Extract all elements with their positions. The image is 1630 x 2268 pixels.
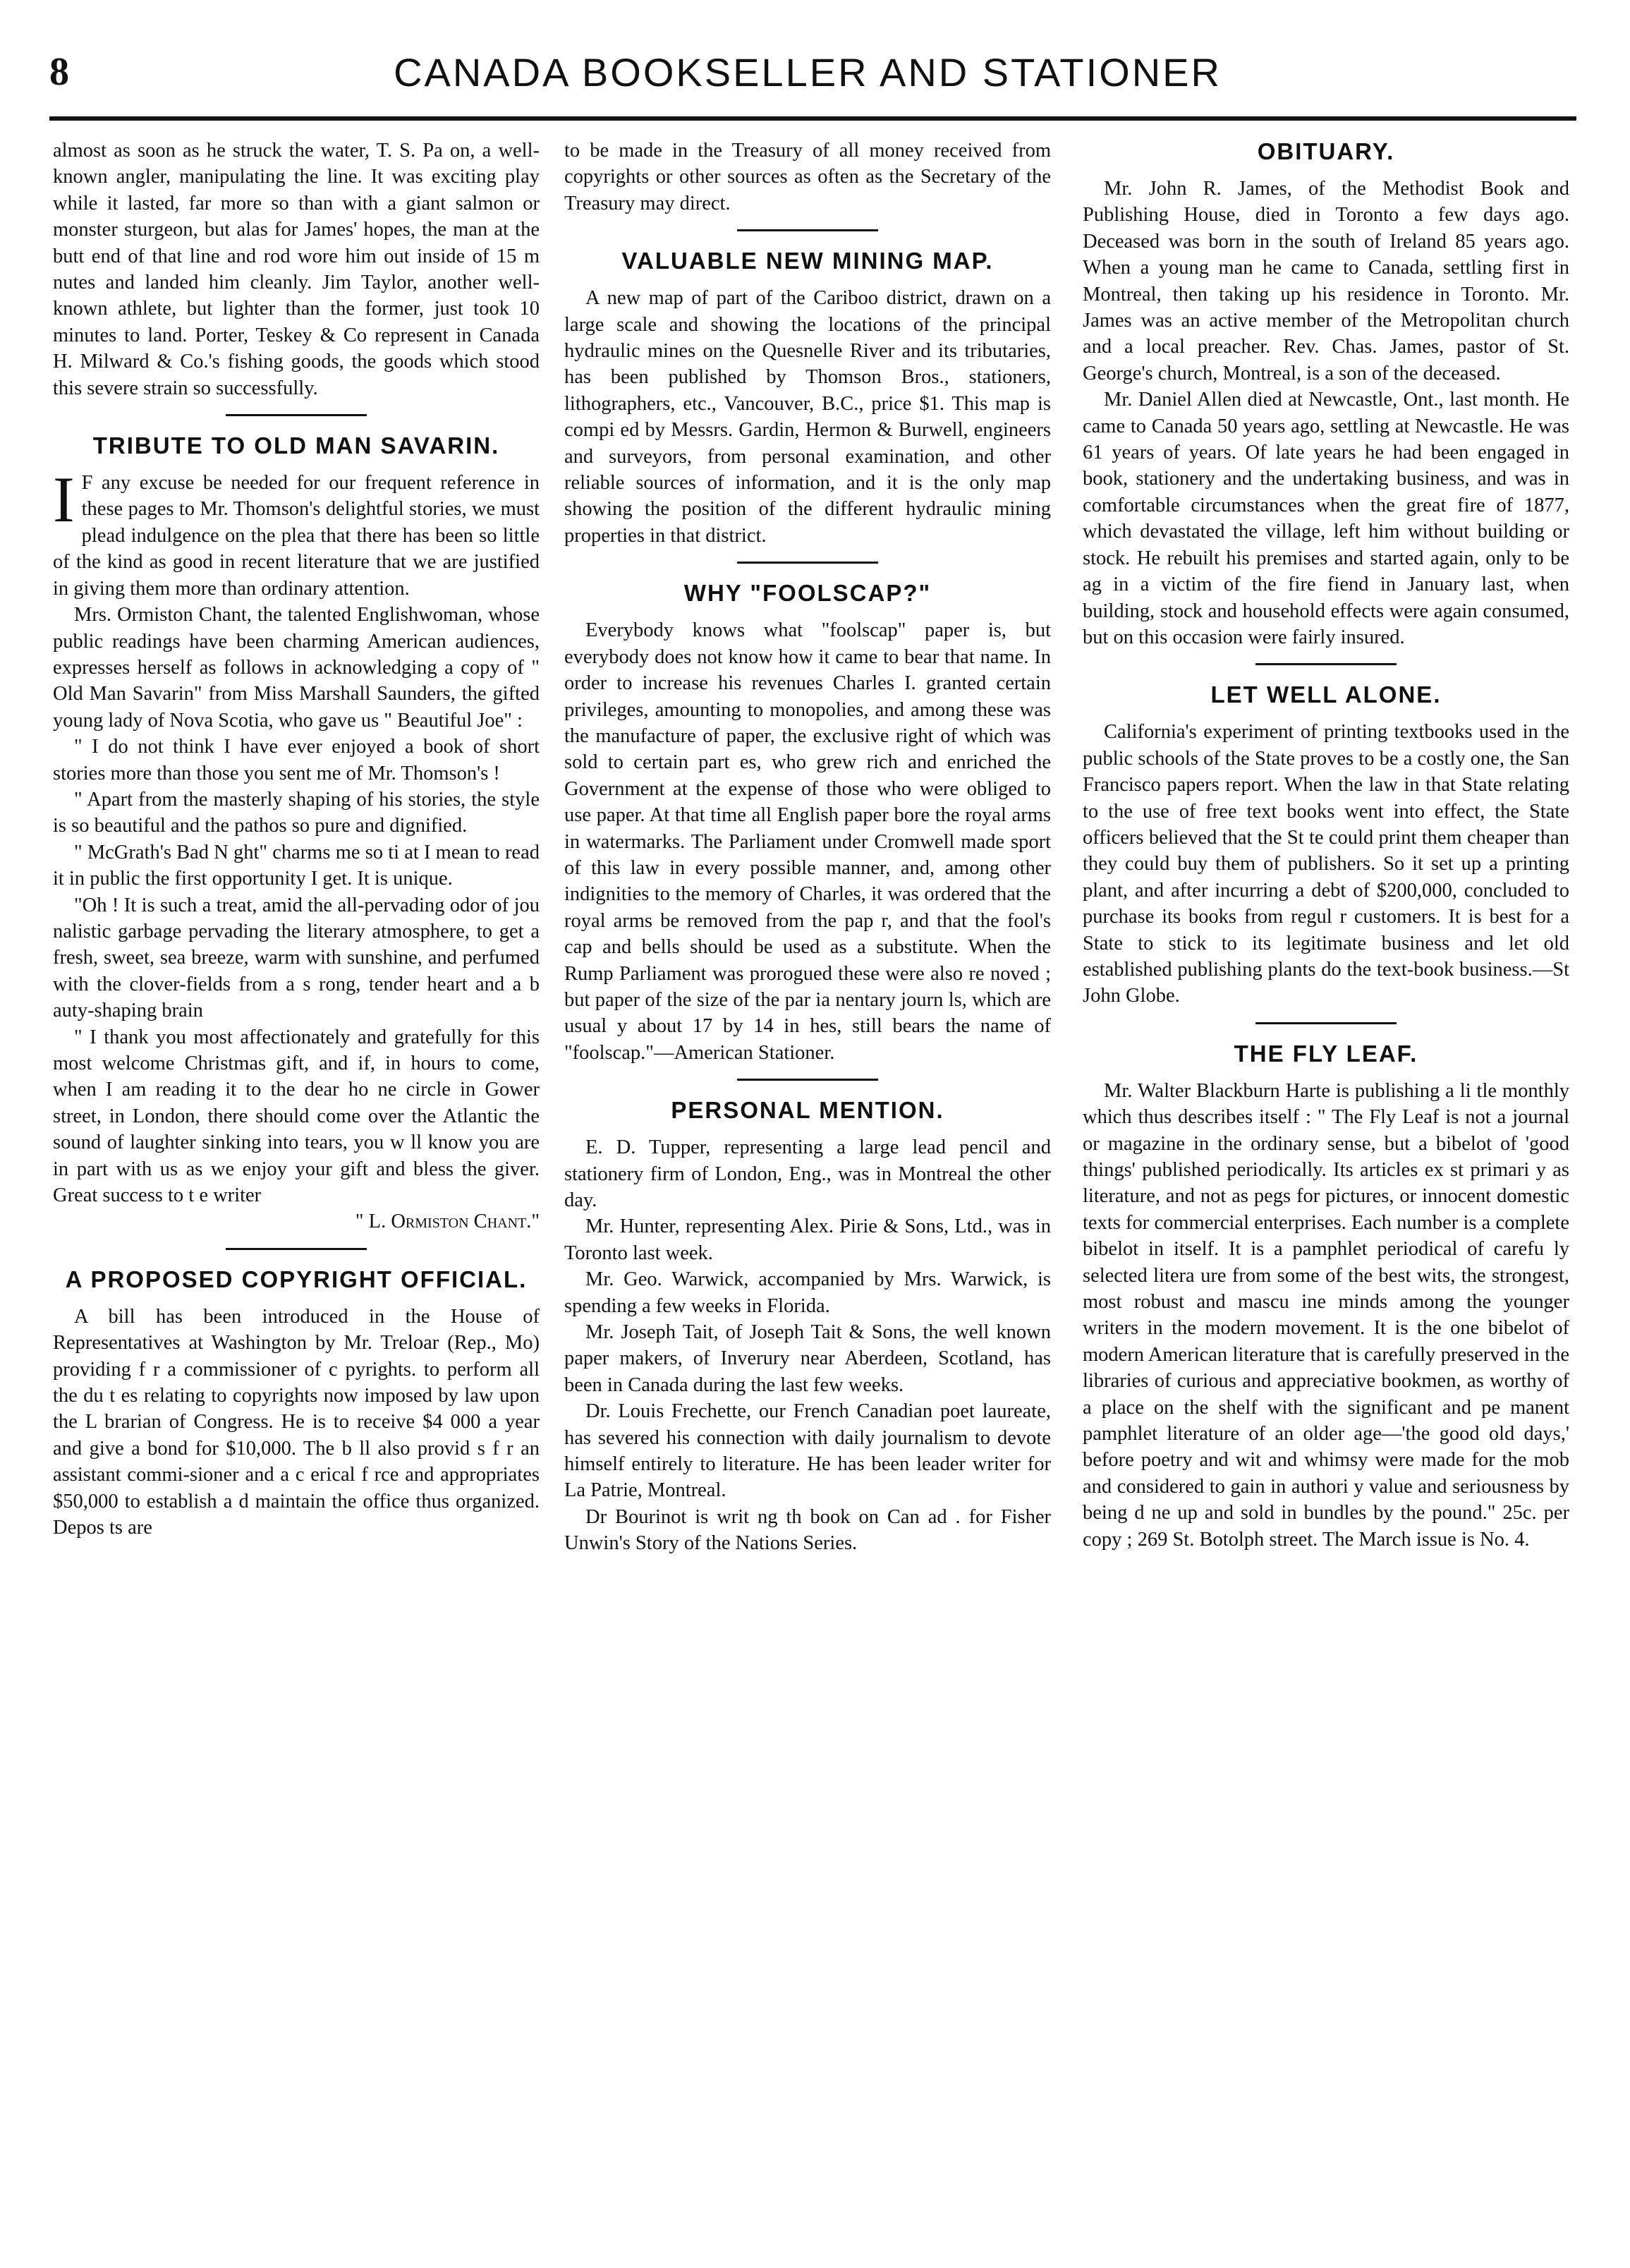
article-paragraph: Mr. Daniel Allen died at Newcastle, Ont., last month. He came to Canada 50 years ago, settling at Newcastle. He was 61 years of years. Of late years he had been engaged in book, stationery and the undertaking business, and was in comfortable circumstances when the great fire of 1877, which devastated the village, left him without building or stock. He rebuilt his premises and started again, only to be ag in a victim of the fire fiend in January last, when building, stock and household effects were again consumed, but on this occasion were fairly insured.: [1083, 389, 1569, 648]
section-divider: [226, 414, 367, 416]
article-paragraph: " I do not think I have ever enjoyed a book of short stories more than those you sent me of Mr. Thomson's !: [53, 736, 540, 784]
section-divider: [737, 229, 878, 231]
article-heading: A PROPOSED COPYRIGHT OFFICIAL.: [65, 1266, 528, 1292]
section-divider: [737, 562, 878, 564]
page-number: 8: [49, 50, 69, 94]
article-paragraph: A bill has been introduced in the House of Representatives at Washington by Mr. Treloar (Rep., Mo) providing f r a commissioner of c pyrights. to perform all the du t es relating to copyrights now imposed by law upon the L brarian of Congress. He is to receive $4 000 a year and give a bond for $10,000. The b ll also provid s f r an assistant commi-sioner and a c erical f rce and appropriates $50,000 to establish a d maintain the office thus organized. Depos ts are: [53, 1305, 540, 1539]
section-divider: [737, 1079, 878, 1081]
article-paragraph: Dr Bourinot is writ ng th book on Can ad . for Fisher Unwin's Story of the Nations Series.: [564, 1505, 1051, 1555]
section-divider: [226, 1248, 367, 1250]
header-rule: [49, 116, 1576, 121]
article-heading: OBITUARY.: [1257, 138, 1395, 164]
article-paragraph: Mr. Hunter, representing Alex. Pirie & Sons, Ltd., was in Toronto last week.: [564, 1215, 1051, 1264]
article-heading: VALUABLE NEW MINING MAP.: [621, 248, 994, 274]
article-paragraph: " McGrath's Bad N ght" charms me so ti at I mean to read it in public the first opportunity I get. It is unique.: [53, 841, 540, 890]
article-paragraph: Mrs. Ormiston Chant, the talented Englishwoman, whose public readings have been charming American audiences, expresses herself as follows in acknowledging a copy of " Old Man Savarin" from Miss Marshall Saunders, the gifted young lady of Nova Scotia, who gave us " Beautiful Joe" :: [53, 604, 540, 732]
signature: " L. Ormiston Chant.": [355, 1211, 540, 1233]
article-paragraph: Everybody knows what "foolscap" paper is, but everybody does not know how it came to bear that name. In order to increase his revenues Charles I. granted certain privileges, amounting to monopolies, and among these was the manufacture of paper, the exclusive right of which was sold to certain part es, who grew rich and enriched the Government at the expense of those who were obliged to use paper. At that time all English paper bore the royal arms in watermarks. The Parliament under Cromwell made sport of this law in every possible manner, and, among other indignities to the memory of Charles, it was ordered that the royal arms be removed from the pap r, and that the fool's cap and bells should be used as a substitute. When the Rump Parliament was prorogued these were also re noved ; but paper of the size of the par ia nentary journ ls, which are usual y about 17 by 14 in hes, still bears the name of "foolscap."—American Stationer.: [564, 619, 1051, 1064]
article-heading: LET WELL ALONE.: [1210, 681, 1442, 708]
article-heading: WHY "FOOLSCAP?": [683, 580, 932, 607]
section-divider: [1255, 1022, 1397, 1024]
article-paragraph: I F any excuse be needed for our frequent reference in these pages to Mr. Thomson's delightful stories, we must plead indulgence on the plea that there has been so little of the kind as good in recent literature that we are justified in giving them more than ordinary attention.: [53, 463, 540, 600]
article-paragraph: Mr. Geo. Warwick, accompanied by Mrs. Warwick, is spending a few weeks in Florida.: [564, 1268, 1051, 1317]
column-3: [1083, 138, 1569, 2226]
column-2: [564, 138, 1051, 2226]
page-header: [42, 49, 1573, 113]
drop-cap: I: [53, 463, 75, 536]
article-paragraph: E. D. Tupper, representing a large lead pencil and stationery firm of London, Eng., was in Montreal the other day.: [564, 1136, 1051, 1211]
article-paragraph: California's experiment of printing textbooks used in the public schools of the State proves to be a costly one, the San Francisco papers report. When the law in that State relating to the use of free text books went into effect, the State officers believed that the St te could print them cheaper than they could buy them of publishers. So it set up a printing plant, and after incurring a debt of $200,000, concluded to purchase its books from regul r customers. It is best for a State to stick to its legitimate business and let old established publishing plants do the text-book business.—St John Globe.: [1083, 721, 1569, 1007]
article-heading: THE FLY LEAF.: [1234, 1040, 1418, 1067]
article-heading: PERSONAL MENTION.: [671, 1097, 944, 1124]
article-heading: TRIBUTE TO OLD MAN SAVARIN.: [92, 432, 500, 459]
article-paragraph: "Oh ! It is such a treat, amid the all-pervading odor of jou nalistic garbage pervading the literary atmosphere, to get a fresh, sweet, sea breeze, warm with sunshine, and perfumed with the clover-fields from a s rong, tender heart and a b auty-shaping brain: [53, 894, 540, 1022]
continued-article-text: almost as soon as he struck the water, T. S. Pa on, a well-known angler, manipulating the line. It was exciting play while it lasted, far more so than with a giant salmon or monster sturgeon, but alas for James' hopes, the man at the butt end of that line and rod wore him out inside of 15 m nutes and landed him cleanly. Jim Taylor, another well-known athlete, but lighter than the former, just took 10 minutes to land. Porter, Teskey & Co represent in Canada H. Milward & Co.'s fishing goods, the goods which stood this severe strain so successfully.: [53, 140, 540, 399]
article-paragraph: Dr. Louis Frechette, our French Canadian poet laureate, has severed his connection with daily journalism to devote himself entirely to literature. He has been leader writer for La Patrie, Montreal.: [564, 1400, 1051, 1502]
continued-article-text: to be made in the Treasury of all money received from copyrights or other sources as often as the Secretary of the Treasury may direct.: [564, 140, 1051, 214]
article-paragraph: " Apart from the masterly shaping of his stories, the style is so beautiful and the pathos so pure and dignified.: [53, 788, 540, 837]
article-paragraph: Mr. Joseph Tait, of Joseph Tait & Sons, the well known paper makers, of Inverury near Aberdeen, Scotland, has been in Canada during the last few weeks.: [564, 1321, 1051, 1396]
masthead-title: CANADA BOOKSELLER AND STATIONER: [394, 50, 1222, 95]
column-1: [53, 138, 540, 2226]
article-paragraph: A new map of part of the Cariboo district, drawn on a large scale and showing the locations of the principal hydraulic mines on the Quesnelle River and its tributaries, has been published by Thomson Bros., stationers, lithographers, etc., Vancouver, B.C., price $1. This map is compi ed by Messrs. Gardin, Hermon & Burwell, engineers and surveyors, from personal examination, and other reliable sources of information, and it is the only map showing the position of the different hydraulic mining properties in that district.: [564, 287, 1051, 547]
article-paragraph: " I thank you most affectionately and gratefully for this most welcome Christmas gift, and if, in hours to come, when I am reading it to the dear ho ne circle in Gower street, in London, there should come over the Atlantic the sound of laughter sinking into tears, you w ll know you are in part with us as we enjoy your gift and bless the giver. Great success to t e writer: [53, 1026, 540, 1207]
article-paragraph: Mr. Walter Blackburn Harte is publishing a li tle monthly which thus describes itself : " The Fly Leaf is not a journal or magazine in the ordinary sense, but a bibelot of 'good things' published periodically. Its articles ex st primari y as literature, and not as pegs for pictures, or innocent domestic texts for commercial enterprises. Each number is a complete bibelot in itself. It is a pamphlet periodical of carefu ly selected litera ure from some of the best wits, the strongest, most robust and mascu ine minds among the younger writers in the modern movement. It is the one bibelot of modern American literature that is carefully preserved in the libraries of curious and appreciative bookmen, as worthy of a place on the shelf with the significant and pe manent pamphlet literature of an older age—'the good old days,' before poetry and wit and whimsy were made for the mob and considered to gain in authori y value and seriousness by being d ne up and sold in bundles by the pound." 25c. per copy ; 269 St. Botolph street. The March issue is No. 4.: [1083, 1079, 1569, 1551]
article-paragraph: Mr. John R. James, of the Methodist Book and Publishing House, died in Toronto a few days ago. Deceased was born in the south of Ireland 85 years ago. When a young man he came to Canada, settling first in Montreal, then taking up his residence in Toronto. Mr. James was an active member of the Metropolitan church and a local preacher. Rev. Chas. James, pastor of St. George's church, Montreal, is a son of the deceased.: [1083, 178, 1569, 384]
section-divider: [1255, 663, 1397, 665]
